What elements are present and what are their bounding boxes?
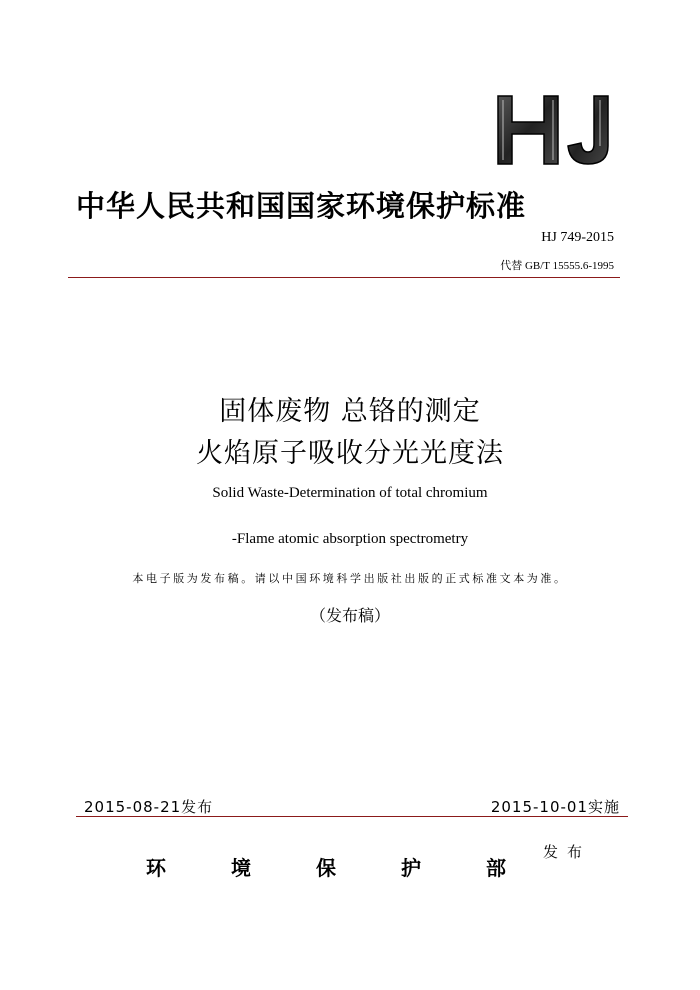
replaces-standard: 代替 GB/T 15555.6-1995 — [500, 260, 614, 272]
implementation-date: 2015-10-01实施 — [490, 798, 620, 816]
hj-logo-graphic — [494, 94, 616, 166]
issuer-char: 护 — [401, 856, 421, 880]
hj-logo — [494, 94, 616, 166]
title-en-line2: -Flame atomic absorption spectrometry — [231, 531, 469, 547]
title-zh-line1: 固体废物 总铬的测定 — [219, 396, 481, 427]
draft-tag: （发布稿） — [309, 606, 390, 625]
country-standard-title: 中华人民共和国国家环境保护标准 — [76, 189, 527, 223]
issuer-suffix: 发布 — [543, 843, 592, 861]
standard-number: HJ 749-2015 — [541, 230, 614, 245]
issuer-char: 保 — [316, 856, 336, 880]
edition-notice: 本电子版为发布稿。请以中国环境科学出版社出版的正式标准文本为准。 — [132, 572, 568, 585]
title-zh-line2: 火焰原子吸收分光光度法 — [196, 438, 504, 469]
issuer-char: 境 — [231, 856, 251, 880]
footer-divider — [76, 816, 628, 817]
issuer-char: 部 — [486, 856, 506, 880]
header-divider — [68, 277, 620, 278]
title-en-line1: Solid Waste-Determination of total chromium — [212, 485, 488, 501]
issuer-char: 环 — [146, 856, 166, 880]
issuing-authority — [146, 852, 506, 881]
issue-date: 2015-08-21发布 — [84, 798, 214, 816]
